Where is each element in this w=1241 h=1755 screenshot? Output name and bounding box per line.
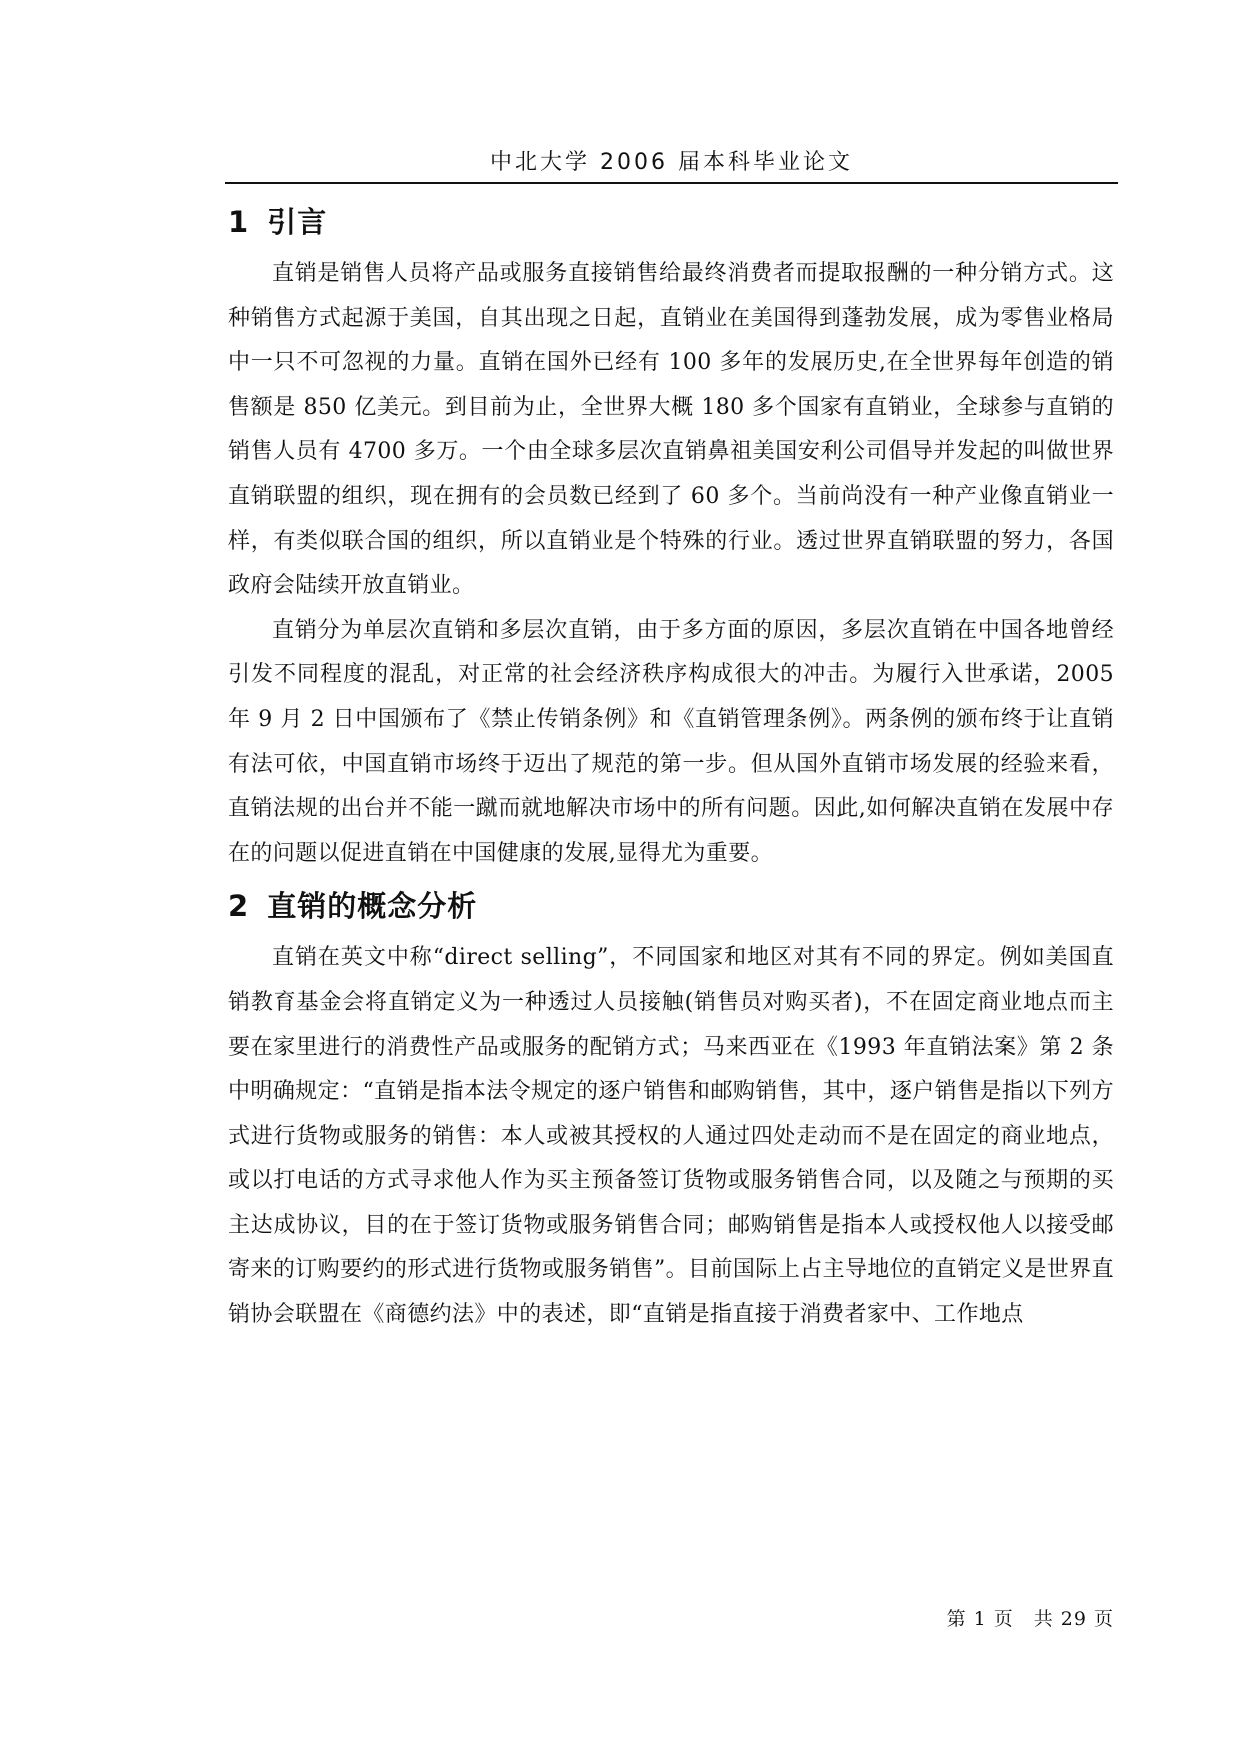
section-title: 引言 [267,205,328,239]
page-number: 第 1 页 共 29 页 [946,1608,1114,1630]
paragraph: 直销在英文中称“direct selling”，不同国家和地区对其有不同的界定。例如美国直销教育基金会将直销定义为一种透过人员接触(销售员对购买者)，不在固定商业地点而主要在家里进行的消费性产品或服务的配销方式；马来西亚在《1993 年直销法案》第 2 条中明确规定：“直销是指本法令规定的逐户销售和邮购销售，其中，逐户销售是指以下列方式进行货物或服务的销售：本人或被其授权的人通过四处走动而不是在固定的商业地点，或以打电话的方式寻求他人作为买主预备签订货物或服务销售合同，以及随之与预期的买主达成协议，目的在于签订货物或服务销售合同；邮购销售是指本人或授权他人以接受邮寄来的订购要约的形式进行货物或服务销售”。目前国际上占主导地位的直销定义是世界直销协会联盟在《商德约法》中的表述，即“直销是指直接于消费者家中、工作地点 [228,945,1114,1328]
section-number: 2 [228,889,250,924]
header-rule [225,182,1118,184]
document-body [228,192,1114,1338]
page-header-title: 中北大学 2006 届本科毕业论文 [490,150,853,175]
section-heading-concept-analysis [228,876,1114,936]
paragraph: 直销分为单层次直销和多层次直销，由于多方面的原因，多层次直销在中国各地曾经引发不同程度的混乱，对正常的社会经济秩序构成很大的冲击。为履行入世承诺，2005 年 9 月 2 日中国颁布了《禁止传销条例》和《直销管理条例》。两条例的颁布终于让直销有法可依，中国直销市场终于迈出了规范的第一步。但从国外直销市场发展的经验来看，直销法规的出台并不能一蹴而就地解决市场中的所有问题。因此,如何解决直销在发展中存在的问题以促进直销在中国健康的发展,显得尤为重要。 [228,617,1114,866]
section-title: 直销的概念分析 [267,889,478,924]
paragraph: 直销是销售人员将产品或服务直接销售给最终消费者而提取报酬的一种分销方式。这种销售方式起源于美国，自其出现之日起，直销业在美国得到蓬勃发展，成为零售业格局中一只不可忽视的力量。直销在国外已经有 100 多年的发展历史,在全世界每年创造的销售额是 850 亿美元。到目前为止，全世界大概 180 多个国家有直销业，全球参与直销的销售人员有 4700 多万。一个由全球多层次直销鼻祖美国安利公司倡导并发起的叫做世界直销联盟的组织，现在拥有的会员数已经到了 60 多个。当前尚没有一种产业像直销业一样，有类似联合国的组织，所以直销业是个特殊的行业。透过世界直销联盟的努力，各国政府会陆续开放直销业。 [228,261,1114,599]
section-heading-introduction [228,192,1114,252]
section-number: 1 [228,205,250,239]
